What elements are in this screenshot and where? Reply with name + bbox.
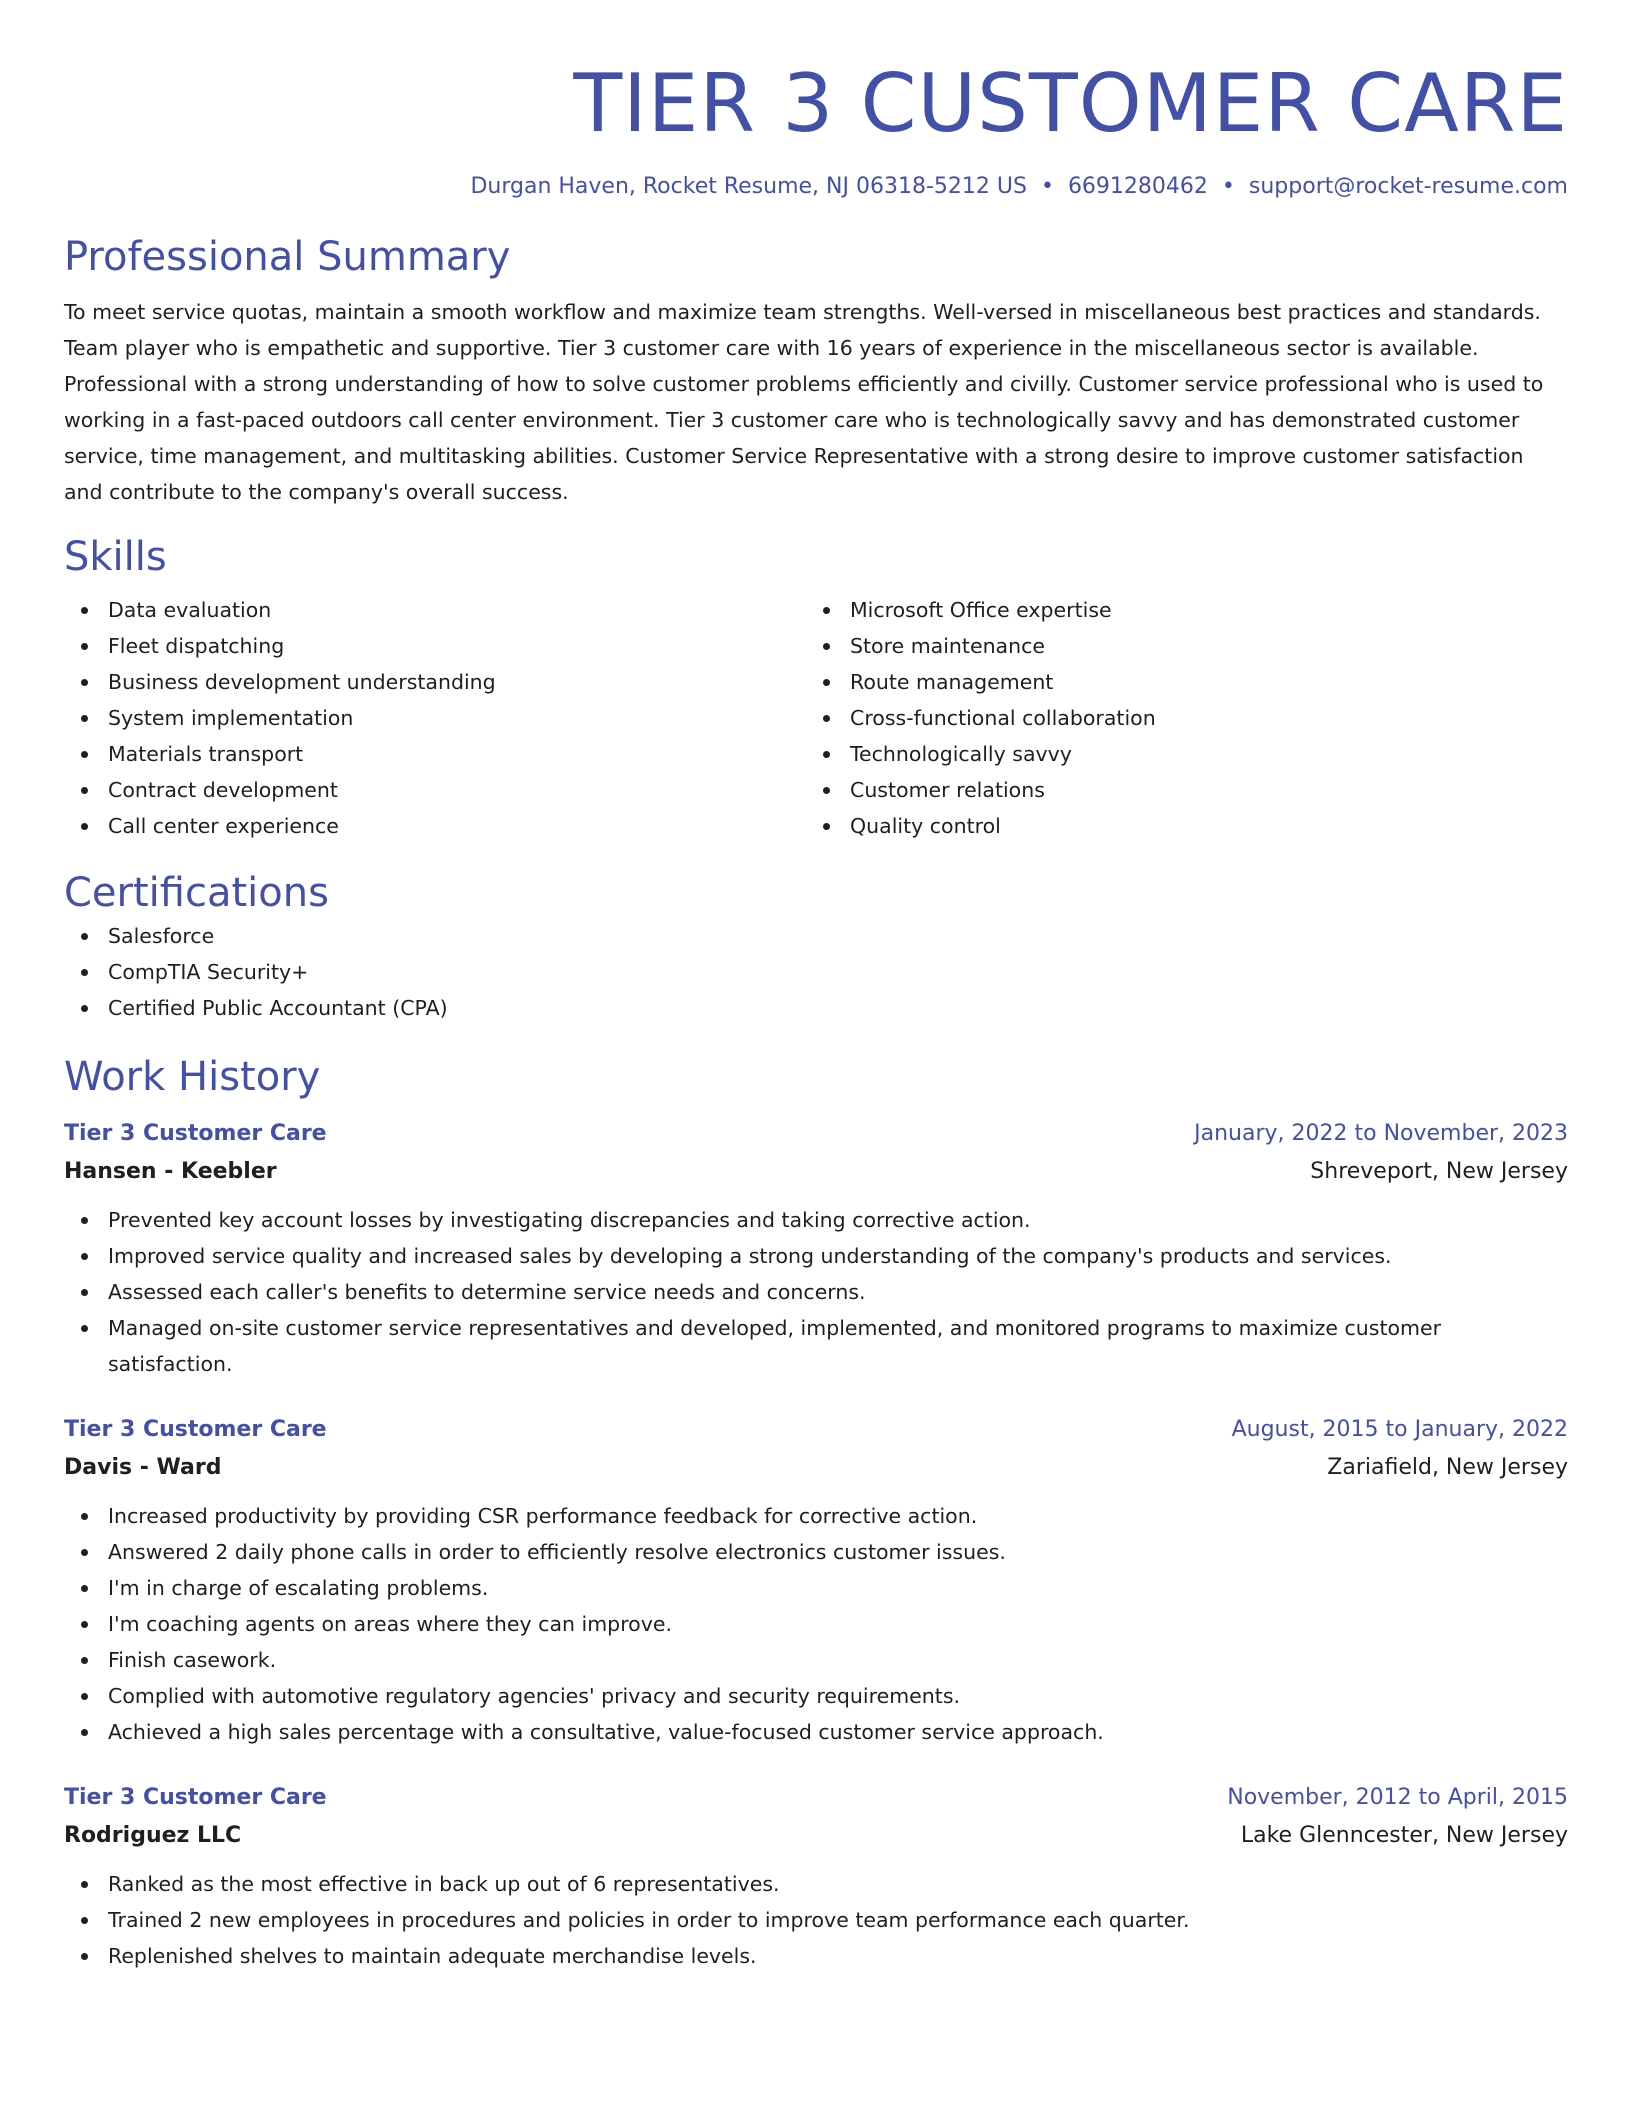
job-bullet: Assessed each caller's benefits to determine service needs and concerns. — [64, 1274, 1568, 1310]
job-bullet: Achieved a high sales percentage with a consultative, value-focused customer service approach. — [64, 1714, 1568, 1750]
job-entry — [64, 1116, 1568, 1382]
skill-item: Route management — [806, 664, 1548, 700]
skills-columns — [64, 592, 1568, 844]
job-title-row — [64, 1780, 1568, 1816]
contact-address: Durgan Haven, Rocket Resume, NJ 06318-5212 US — [470, 174, 1027, 199]
skill-item: Customer relations — [806, 772, 1548, 808]
skill-item: Cross-functional collaboration — [806, 700, 1548, 736]
summary-text: To meet service quotas, maintain a smooth workflow and maximize team strengths. Well-versed in miscellaneous best practices and standards. Team player who is empathetic and supportive. Tier 3 customer care with 16 years of experience in the miscellaneous sector is available. Professional with a strong understanding of how to solve customer problems efficiently and civilly. Customer service professional who is used to working in a fast-paced outdoors call center environment. Tier 3 customer care who is technologically savvy and has demonstrated customer service, time management, and multitasking abilities. Customer Service Representative with a strong desire to improve customer satisfaction and contribute to the company's overall success. — [64, 300, 1544, 504]
skills-list-left — [64, 592, 806, 844]
job-bullet: Prevented key account losses by investigating discrepancies and taking corrective action. — [64, 1202, 1568, 1238]
job-location: Shreveport, New Jersey — [1310, 1159, 1568, 1184]
job-dates: August, 2015 to January, 2022 — [1231, 1417, 1568, 1442]
certification-item: CompTIA Security+ — [64, 954, 1568, 990]
job-bullet: I'm in charge of escalating problems. — [64, 1570, 1568, 1606]
job-bullet: Answered 2 daily phone calls in order to efficiently resolve electronics customer issues. — [64, 1534, 1568, 1570]
job-bullet: Ranked as the most effective in back up out of 6 representatives. — [64, 1866, 1568, 1902]
skill-item: Data evaluation — [64, 592, 806, 628]
contact-line — [64, 172, 1568, 202]
job-bullet: Increased productivity by providing CSR performance feedback for corrective action. — [64, 1498, 1568, 1534]
skill-item: Technologically savvy — [806, 736, 1548, 772]
job-title: Tier 3 Customer Care — [64, 1121, 327, 1146]
certification-item: Certified Public Accountant (CPA) — [64, 990, 1568, 1026]
certification-item: Salesforce — [64, 918, 1568, 954]
job-title: Tier 3 Customer Care — [64, 1785, 327, 1810]
job-bullet: Trained 2 new employees in procedures and policies in order to improve team performance each quarter. — [64, 1902, 1568, 1938]
job-title-row — [64, 1412, 1568, 1448]
job-title: Tier 3 Customer Care — [64, 1417, 327, 1442]
contact-separator: • — [1040, 174, 1054, 199]
skill-item: Contract development — [64, 772, 806, 808]
skill-item: Quality control — [806, 808, 1548, 844]
job-location: Lake Glenncester, New Jersey — [1240, 1823, 1568, 1848]
skill-item: Fleet dispatching — [64, 628, 806, 664]
job-entry — [64, 1780, 1568, 1974]
contact-email[interactable]: support@rocket-resume.com — [1248, 174, 1568, 199]
job-bullets — [64, 1202, 1568, 1382]
skill-item: Call center experience — [64, 808, 806, 844]
job-company: Hansen - Keebler — [64, 1159, 277, 1184]
certifications-heading: Certifications — [64, 870, 329, 916]
job-company-row — [64, 1152, 1568, 1192]
job-company: Rodriguez LLC — [64, 1823, 242, 1848]
job-bullets — [64, 1498, 1568, 1750]
work-history-heading: Work History — [64, 1054, 321, 1100]
job-bullet: Improved service quality and increased sales by developing a strong understanding of the company's products and services. — [64, 1238, 1568, 1274]
resume-page — [64, 0, 1568, 1974]
skill-item: System implementation — [64, 700, 806, 736]
summary-heading: Professional Summary — [64, 234, 511, 280]
job-company-row — [64, 1816, 1568, 1856]
job-bullet: Finish casework. — [64, 1642, 1568, 1678]
contact-phone: 6691280462 — [1067, 174, 1208, 199]
skills-heading: Skills — [64, 534, 167, 580]
certifications-list — [64, 918, 1568, 1026]
job-title-row — [64, 1116, 1568, 1152]
skill-item: Store maintenance — [806, 628, 1548, 664]
skill-item: Microsoft Office expertise — [806, 592, 1548, 628]
resume-name-heading: TIER 3 CUSTOMER CARE — [573, 57, 1568, 150]
job-dates: January, 2022 to November, 2023 — [1194, 1121, 1568, 1146]
job-bullet: Managed on-site customer service representatives and developed, implemented, and monitored programs to maximize customer satisfaction. — [64, 1310, 1568, 1382]
job-location: Zariafield, New Jersey — [1327, 1455, 1568, 1480]
job-dates: November, 2012 to April, 2015 — [1227, 1785, 1568, 1810]
job-company: Davis - Ward — [64, 1455, 222, 1480]
skills-list-right — [806, 592, 1548, 844]
skill-item: Materials transport — [64, 736, 806, 772]
skill-item: Business development understanding — [64, 664, 806, 700]
job-bullet: Replenished shelves to maintain adequate merchandise levels. — [64, 1938, 1568, 1974]
job-bullet: I'm coaching agents on areas where they can improve. — [64, 1606, 1568, 1642]
contact-separator: • — [1221, 174, 1235, 199]
job-entry — [64, 1412, 1568, 1750]
job-bullet: Complied with automotive regulatory agencies' privacy and security requirements. — [64, 1678, 1568, 1714]
job-bullets — [64, 1866, 1568, 1974]
job-company-row — [64, 1448, 1568, 1488]
